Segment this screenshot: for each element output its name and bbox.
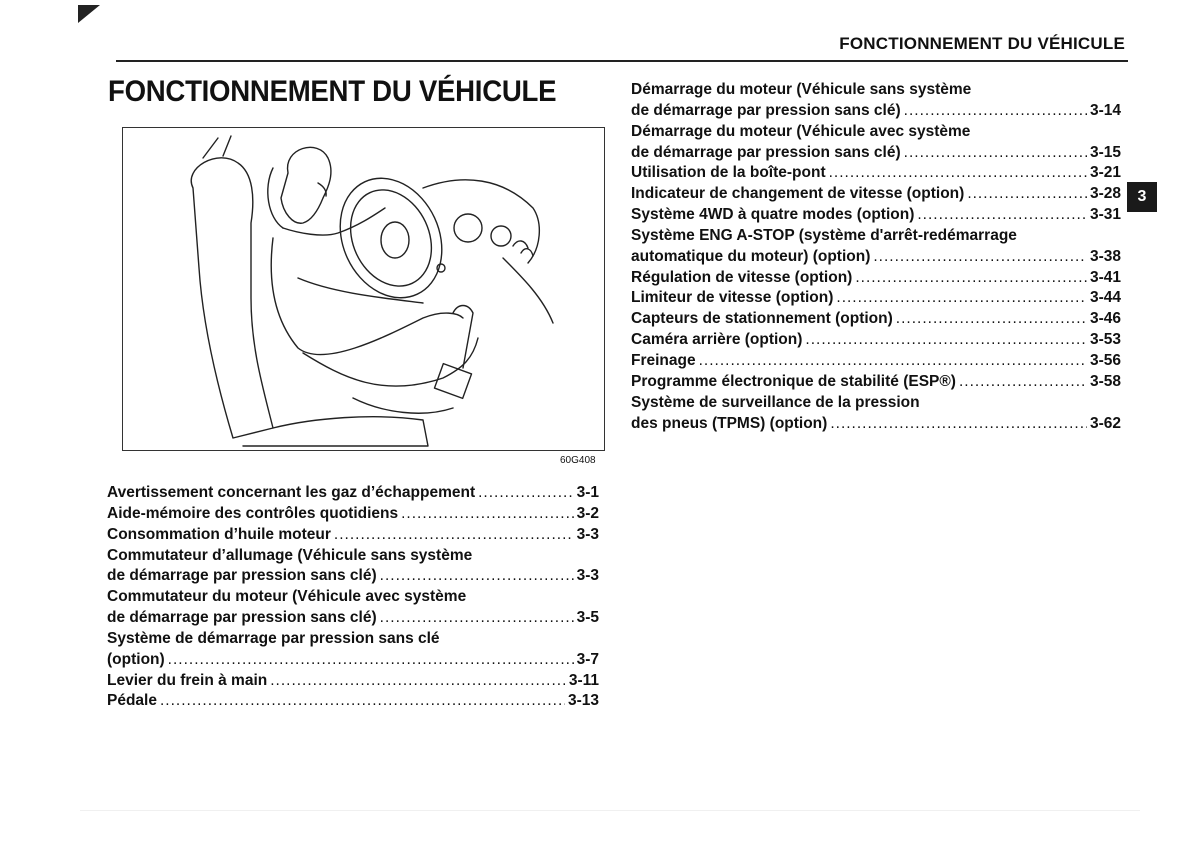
toc-page-number: 3-41 [1089,268,1121,286]
toc-entry[interactable] [631,163,1121,184]
toc-entry-text: de démarrage par pression sans clé) [631,143,901,161]
toc-right [631,80,1121,434]
toc-entry[interactable] [631,226,1121,268]
toc-entry-text: Commutateur d’allumage (Véhicule sans système [107,546,473,564]
toc-page-number: 3-3 [576,567,599,585]
toc-entry[interactable] [631,309,1121,330]
dot-leader [805,330,1087,351]
toc-entry-text: Freinage [631,351,696,369]
toc-entry-text: Programme électronique de stabilité (ESP®) [631,372,956,390]
toc-page-number: 3-5 [576,609,599,627]
crop-mark [78,5,100,23]
dot-leader [168,650,574,671]
toc-entry[interactable] [107,671,599,692]
toc-entry[interactable] [107,629,599,671]
toc-page-number: 3-13 [567,692,599,710]
toc-entry-text: (option) [107,650,165,668]
dot-leader [380,608,574,629]
dot-leader [904,143,1087,164]
toc-entry[interactable] [631,288,1121,309]
toc-left [107,483,599,712]
chapter-title: FONCTIONNEMENT DU VÉHICULE [108,75,557,108]
toc-page-number: 3-53 [1089,331,1121,349]
dot-leader [855,268,1087,289]
toc-entry-text: Système ENG A-STOP (système d'arrêt-redémarrage [631,226,1017,244]
header-rule [116,60,1128,62]
toc-entry-text: Consommation d’huile moteur [107,525,331,543]
toc-entry-text: Système de démarrage par pression sans clé [107,629,440,647]
toc-entry[interactable] [107,691,599,712]
toc-page-number: 3-38 [1089,247,1121,265]
toc-page-number: 3-56 [1089,351,1121,369]
toc-page-number: 3-15 [1089,143,1121,161]
toc-page-number: 3-58 [1089,372,1121,390]
dot-leader [699,351,1087,372]
toc-entry-text: Capteurs de stationnement (option) [631,310,893,328]
dot-leader [829,163,1087,184]
toc-entry-text: Utilisation de la boîte-pont [631,164,826,182]
toc-entry[interactable] [631,184,1121,205]
dot-leader [401,504,573,525]
toc-entry-text: de démarrage par pression sans clé) [107,609,377,627]
toc-page-number: 3-62 [1089,414,1121,432]
toc-entry-text: Limiteur de vitesse (option) [631,289,834,307]
dot-leader [917,205,1087,226]
toc-entry[interactable] [631,205,1121,226]
dot-leader [478,483,573,504]
running-header: FONCTIONNEMENT DU VÉHICULE [839,34,1125,53]
toc-entry[interactable] [631,393,1121,435]
toc-entry-text: Commutateur du moteur (Véhicule avec système [107,588,467,606]
dot-leader [959,372,1087,393]
toc-entry[interactable] [631,268,1121,289]
dot-leader [380,566,574,587]
dot-leader [967,184,1087,205]
toc-entry-text: Pédale [107,692,157,710]
toc-entry[interactable] [107,546,599,588]
toc-page-number: 3-44 [1089,289,1121,307]
dot-leader [873,247,1087,268]
toc-entry-text: Indicateur de changement de vitesse (option) [631,185,965,203]
chapter-tab: 3 [1127,182,1157,212]
toc-entry[interactable] [631,80,1121,122]
toc-page-number: 3-21 [1089,164,1121,182]
toc-entry[interactable] [107,504,599,525]
toc-entry-text: Démarrage du moteur (Véhicule avec système [631,122,971,140]
figure-caption: 60G408 [560,455,596,466]
toc-entry[interactable] [631,122,1121,164]
toc-entry-text: Système de surveillance de la pression [631,393,920,411]
toc-entry[interactable] [107,525,599,546]
toc-entry-text: de démarrage par pression sans clé) [631,101,901,119]
toc-entry-text: Démarrage du moteur (Véhicule sans système [631,81,972,98]
dot-leader [836,288,1087,309]
toc-entry[interactable] [107,483,599,504]
toc-page-number: 3-7 [576,650,599,668]
dot-leader [904,101,1087,122]
dot-leader [334,525,574,546]
toc-page-number: 3-2 [576,504,599,522]
dot-leader [160,691,565,712]
toc-page-number: 3-14 [1089,101,1121,119]
toc-page-number: 3-46 [1089,310,1121,328]
toc-entry-text: des pneus (TPMS) (option) [631,414,828,432]
toc-page-number: 3-11 [568,671,599,689]
toc-page-number: 3-28 [1089,185,1121,203]
dot-leader [270,671,566,692]
toc-page-number: 3-1 [576,484,599,501]
page-edge [80,810,1140,811]
toc-entry-text: Caméra arrière (option) [631,331,803,349]
toc-entry-text: Aide-mémoire des contrôles quotidiens [107,504,399,522]
toc-entry[interactable] [631,351,1121,372]
dot-leader [896,309,1087,330]
toc-entry-text: de démarrage par pression sans clé) [107,567,377,585]
toc-entry-text: Système 4WD à quatre modes (option) [631,206,915,224]
toc-entry-text: Avertissement concernant les gaz d’échappement [107,484,476,501]
toc-entry[interactable] [631,330,1121,351]
toc-entry-text: automatique du moteur) (option) [631,247,871,265]
driver-illustration [122,127,605,451]
toc-entry-text: Régulation de vitesse (option) [631,268,853,286]
toc-entry[interactable] [631,372,1121,393]
toc-entry-text: Levier du frein à main [107,671,268,689]
dot-leader [830,414,1087,435]
toc-page-number: 3-31 [1089,206,1121,224]
toc-entry[interactable] [107,587,599,629]
toc-page-number: 3-3 [576,525,599,543]
